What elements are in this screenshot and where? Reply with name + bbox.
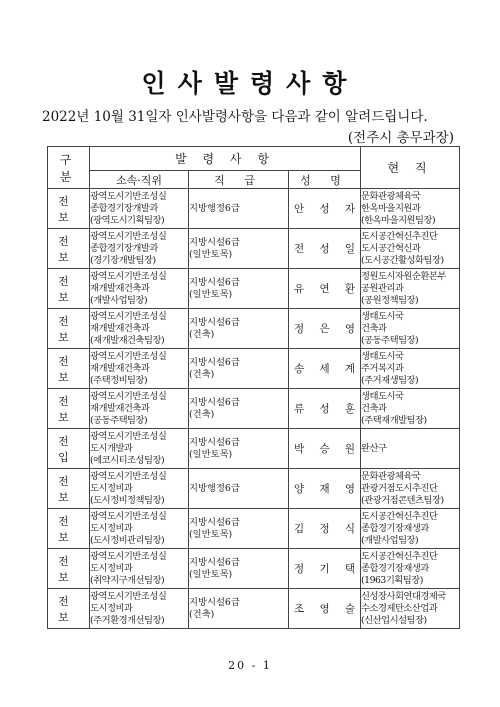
cell-type: 전 보	[48, 509, 90, 549]
header-current: 현 직	[361, 147, 460, 189]
cell-type: 전 보	[48, 269, 90, 309]
cell-name	[289, 349, 361, 389]
cell-type: 전 보	[48, 589, 90, 629]
dept-line: 재개발재건축과	[90, 282, 150, 294]
current-line: 수소경제탄소산업과	[361, 602, 438, 614]
person-name: 송 세 계	[294, 363, 356, 375]
dept-line: 도시정비과	[90, 482, 133, 494]
grade-line: 지방행정6급	[189, 202, 240, 214]
cell-dept	[90, 469, 189, 509]
cell-type: 전 보	[48, 469, 90, 509]
cell-current	[361, 429, 460, 469]
dept-line: (공동주택팀장)	[90, 414, 148, 426]
current-line: 건축과	[361, 402, 387, 414]
current-line: 생태도시국	[361, 350, 404, 362]
cell-dept	[90, 549, 189, 589]
cell-type: 전 보	[48, 189, 90, 229]
cell-name	[289, 589, 361, 629]
person-name: 유 연 환	[294, 283, 356, 295]
dept-line: 종합경기장개발과	[90, 202, 158, 214]
grade-line: 지방시설6급	[189, 596, 240, 608]
grade-line: (일반토목)	[189, 288, 233, 300]
dept-line: (취약지구개선팀장)	[90, 574, 165, 586]
dept-line: 광역도시기반조성실	[90, 590, 167, 602]
grade-line: (건축)	[189, 328, 215, 340]
cell-grade	[189, 429, 289, 469]
person-name: 조 영 술	[294, 603, 356, 615]
grade-line: 지방시설6급	[189, 556, 240, 568]
dept-line: 광역도시기반조성실	[90, 310, 167, 322]
cell-current	[361, 589, 460, 629]
dept-line: 광역도시기반조성실	[90, 270, 167, 282]
person-name: 박 승 원	[294, 443, 356, 455]
dept-line: 도시정비과	[90, 562, 133, 574]
grade-line: (일반토목)	[189, 248, 233, 260]
cell-name	[289, 309, 361, 349]
cell-dept	[90, 189, 189, 229]
dept-line: 광역도시기반조성실	[90, 550, 167, 562]
current-line: (1963기획팀장)	[361, 574, 423, 586]
person-name: 양 재 영	[294, 483, 356, 495]
dept-line: 광역도시기반조성실	[90, 350, 167, 362]
dept-line: 도시개발과	[90, 442, 133, 454]
cell-dept	[90, 389, 189, 429]
current-line: 종합경기장재생과	[361, 562, 429, 574]
current-line: (주거재생팀장)	[361, 374, 419, 386]
current-line: (도시공간활성화팀장)	[361, 254, 444, 266]
dept-line: 광역도시기반조성실	[90, 390, 167, 402]
current-line: 공원관리과	[361, 282, 404, 294]
grade-line: 지방시설6급	[189, 236, 240, 248]
cell-current	[361, 269, 460, 309]
grade-line: 지방시설6급	[189, 396, 240, 408]
current-line: 건축과	[361, 322, 387, 334]
table-row	[48, 429, 460, 469]
person-name: 전 성 일	[294, 243, 356, 255]
dept-line: 광역도시기반조성실	[90, 470, 167, 482]
cell-current	[361, 389, 460, 429]
cell-name	[289, 189, 361, 229]
cell-current	[361, 349, 460, 389]
cell-dept	[90, 269, 189, 309]
cell-current	[361, 469, 460, 509]
table-row	[48, 229, 460, 269]
person-name: 정 기 택	[294, 563, 356, 575]
current-line: 생태도시국	[361, 390, 404, 402]
cell-name	[289, 269, 361, 309]
grade-line: 지방시설6급	[189, 356, 240, 368]
cell-name	[289, 509, 361, 549]
cell-grade	[189, 229, 289, 269]
cell-name	[289, 229, 361, 269]
table-row	[48, 389, 460, 429]
current-line: 관광거점도시추진단	[361, 482, 438, 494]
table-row	[48, 549, 460, 589]
dept-line: (도시정비정책팀장)	[90, 494, 165, 506]
grade-line: 지방시설6급	[189, 276, 240, 288]
cell-dept	[90, 229, 189, 269]
cell-grade	[189, 389, 289, 429]
intro-text: 2022년 10월 31일자 인사발령사항을 다음과 같이 알려드립니다.	[42, 109, 428, 125]
current-line: 도시공간혁신추진단	[361, 510, 438, 522]
dept-line: 광역도시기반조성실	[90, 430, 167, 442]
cell-current	[361, 309, 460, 349]
cell-type: 전 입	[48, 429, 90, 469]
cell-dept	[90, 429, 189, 469]
current-line: (한옥마을지원팀장)	[361, 214, 436, 226]
grade-line: (일반토목)	[189, 568, 233, 580]
cell-grade	[189, 469, 289, 509]
dept-line: (재개발재건축팀장)	[90, 334, 165, 346]
cell-grade	[189, 309, 289, 349]
cell-dept	[90, 309, 189, 349]
cell-current	[361, 509, 460, 549]
grade-line: (건축)	[189, 368, 215, 380]
page-number: 20 - 1	[228, 659, 272, 672]
current-line: (관광거점콘텐츠팀장)	[361, 494, 444, 506]
cell-dept	[90, 589, 189, 629]
person-name: 류 성 훈	[294, 403, 356, 415]
current-line: 문화관광체육국	[361, 190, 421, 202]
current-line: 완산구	[361, 442, 387, 454]
cell-dept	[90, 349, 189, 389]
dept-line: (도시정비관리팀장)	[90, 534, 165, 546]
dept-line: (주거환경개선팀장)	[90, 614, 165, 626]
dept-line: 종합경기장개발과	[90, 242, 158, 254]
grade-line: 지방시설6급	[189, 316, 240, 328]
table-row	[48, 189, 460, 229]
table-row	[48, 469, 460, 509]
grade-line: (일반토목)	[189, 528, 233, 540]
dept-line: (경기장개발팀장)	[90, 254, 156, 266]
header-grade: 직 급	[189, 171, 289, 189]
cell-name	[289, 389, 361, 429]
person-name: 안 성 자	[294, 203, 356, 215]
current-line: (개발사업팀장)	[361, 534, 419, 546]
cell-name	[289, 429, 361, 469]
grade-line: (건축)	[189, 608, 215, 620]
header-type: 구 분	[48, 147, 90, 189]
table-row	[48, 269, 460, 309]
grade-line: (건축)	[189, 408, 215, 420]
current-line: (공동주택팀장)	[361, 334, 419, 346]
dept-line: 재개발재건축과	[90, 362, 150, 374]
current-line: 신성장사회연대경제국	[361, 590, 446, 602]
dept-line: 광역도시기반조성실	[90, 510, 167, 522]
cell-dept	[90, 509, 189, 549]
current-line: (신산업시설팀장)	[361, 614, 427, 626]
cell-name	[289, 549, 361, 589]
current-line: 정원도시자원순환본부	[361, 270, 446, 282]
cell-type: 전 보	[48, 229, 90, 269]
table-row	[48, 509, 460, 549]
cell-grade	[189, 189, 289, 229]
cell-grade	[189, 349, 289, 389]
table-row	[48, 589, 460, 629]
cell-current	[361, 229, 460, 269]
dept-line: 광역도시기반조성실	[90, 190, 167, 202]
person-name: 김 정 식	[294, 523, 356, 535]
current-line: (공원정책팀장)	[361, 294, 419, 306]
cell-grade	[189, 269, 289, 309]
cell-grade	[189, 589, 289, 629]
grade-line: 지방행정6급	[189, 482, 240, 494]
current-line: (주택재개발팀장)	[361, 414, 427, 426]
cell-current	[361, 189, 460, 229]
dept-line: 재개발재건축과	[90, 322, 150, 334]
dept-line: 광역도시기반조성실	[90, 230, 167, 242]
cell-grade	[189, 549, 289, 589]
current-line: 도시공간혁신과	[361, 242, 421, 254]
table-row	[48, 349, 460, 389]
grade-line: 지방시설6급	[189, 516, 240, 528]
header-name: 성 명	[289, 171, 361, 189]
current-line: 종합경기장재생과	[361, 522, 429, 534]
current-line: 도시공간혁신추진단	[361, 550, 438, 562]
current-line: 주거복지과	[361, 362, 404, 374]
cell-type: 전 보	[48, 549, 90, 589]
cell-current	[361, 549, 460, 589]
current-line: 생태도시국	[361, 310, 404, 322]
dept-line: (주택정비팀장)	[90, 374, 148, 386]
dept-line: 재개발재건축과	[90, 402, 150, 414]
cell-name	[289, 469, 361, 509]
dept-line: 도시정비과	[90, 522, 133, 534]
dept-line: (개발사업팀장)	[90, 294, 148, 306]
cell-grade	[189, 509, 289, 549]
cell-type: 전 보	[48, 349, 90, 389]
appointments-body	[48, 189, 460, 629]
person-name: 정 은 영	[294, 323, 356, 335]
dept-line: (에코시티조성팀장)	[90, 454, 165, 466]
dept-line: (광역도시기획팀장)	[90, 214, 165, 226]
current-line: 도시공간혁신추진단	[361, 230, 438, 242]
current-line: 한옥마을지원과	[361, 202, 421, 214]
cell-type: 전 보	[48, 389, 90, 429]
header-appointment: 발 령 사 항	[90, 147, 361, 171]
grade-line: 지방시설6급	[189, 436, 240, 448]
current-line: 문화관광체육국	[361, 470, 421, 482]
document-title: 인사발령사항	[141, 69, 359, 98]
grade-line: (일반토목)	[189, 448, 233, 460]
dept-line: 도시정비과	[90, 602, 133, 614]
appointments-table	[47, 146, 460, 629]
sender-label: (전주시 총무과장)	[347, 130, 454, 146]
table-row	[48, 309, 460, 349]
cell-type: 전 보	[48, 309, 90, 349]
header-dept: 소속·직위	[90, 171, 189, 189]
